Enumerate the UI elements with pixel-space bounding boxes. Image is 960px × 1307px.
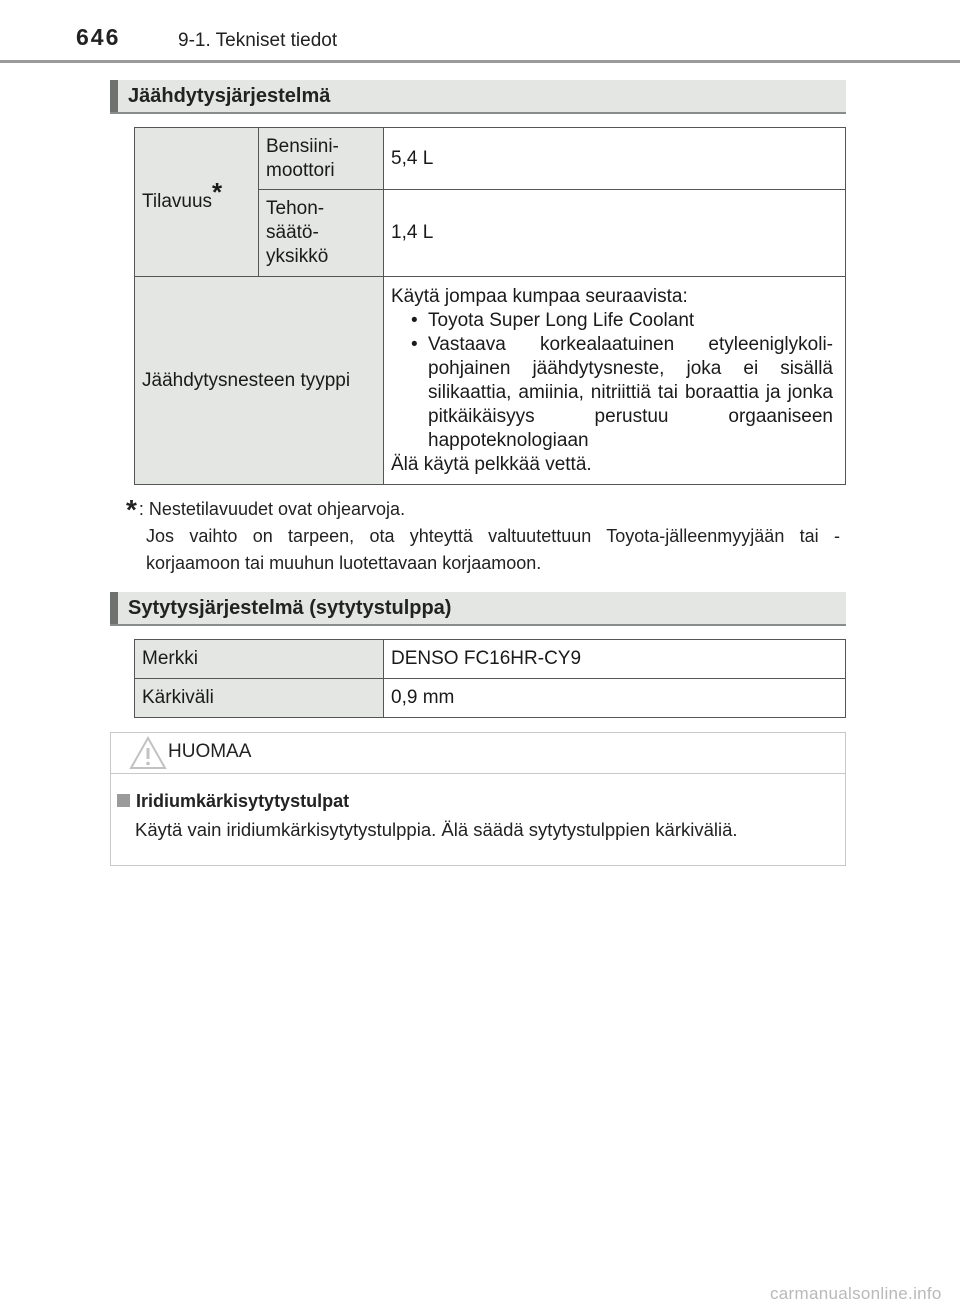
chapter-title: 9-1. Tekniset tiedot [178,30,338,51]
notice-title: HUOMAA [168,741,252,762]
coolant-intro: Käytä jompaa kumpaa seuraavista: [391,285,688,307]
engine-type-cell [259,128,384,190]
list-item: • Vastaava korkealaatuinen etyleeniglykoli-pohjainen jäähdytysneste, joka ei sisällä silikaattia, amiinia, nitriittiä tai boraattia ja jonka pitkäikäisyys perustuu orgaaniseen happoteknologiaan [391,333,833,453]
warning-triangle-icon [129,735,167,771]
section-marker [110,592,118,624]
footnote-text1: : Nestetilavuudet ovat ohjearvoja. [138,499,406,519]
pcu-label-line1: Tehon- [266,198,325,219]
coolant-options-list [391,309,833,453]
footnote-marker: * [212,177,223,207]
page-number: 646 [76,24,121,50]
engine-capacity-value: 5,4 L [384,128,846,190]
notice-text: Käytä vain iridiumkärkisytytystulppia. Älä säädä sytytystulppien kärkiväliä. [135,819,738,840]
table-row [135,679,846,718]
page-header [0,0,960,64]
engine-type-label-line1: Bensiini- [266,135,339,157]
footnote [126,496,840,577]
notice-header [111,733,845,774]
ignition-spec-table [134,639,846,718]
table-row [135,277,846,485]
section-heading-cooling [110,80,846,114]
gap-label: Kärkiväli [135,679,384,718]
notice-subtitle-row [117,791,349,812]
list-item: • Toyota Super Long Life Coolant [391,309,833,333]
footnote-text2: Jos vaihto on tarpeen, ota yhteyttä valtuutettuun Toyota-jälleenmyyjään tai -korjaamoon tai muuhun luotettavaan korjaamoon. [146,526,840,573]
pcu-label-line3: yksikkö [266,246,329,267]
table-row [135,128,846,190]
header-divider [0,60,960,63]
section-heading-ignition [110,592,846,626]
brand-value: DENSO FC16HR-CY9 [384,640,846,679]
brand-label: Merkki [135,640,384,679]
section-marker [110,80,118,112]
section-title-cooling: Jäähdytysjärjestelmä [128,85,331,107]
notice-box [110,732,846,866]
square-bullet-icon [117,794,130,807]
cooling-spec-table [134,127,846,485]
capacity-label-cell [135,128,259,277]
section-title-ignition: Sytytysjärjestelmä (sytytystulppa) [128,597,452,619]
coolant-warning: Älä käytä pelkkää vettä. [391,453,592,475]
coolant-type-value [384,277,846,485]
power-control-unit-cell [259,190,384,277]
capacity-label: Tilavuus [142,191,213,212]
notice-subtitle: Iridiumkärkisytytystulpat [136,791,350,811]
footnote-line1 [126,496,840,523]
footnote-star: * [126,494,137,525]
pcu-capacity-value: 1,4 L [384,190,846,277]
coolant-type-label: Jäähdytysnesteen tyyppi [135,277,384,485]
table-row [135,640,846,679]
engine-type-label-line2: moottori [266,159,335,181]
gap-value: 0,9 mm [384,679,846,718]
pcu-label-line2: säätö- [266,222,319,243]
watermark: carmanualsonline.info [770,1284,942,1303]
